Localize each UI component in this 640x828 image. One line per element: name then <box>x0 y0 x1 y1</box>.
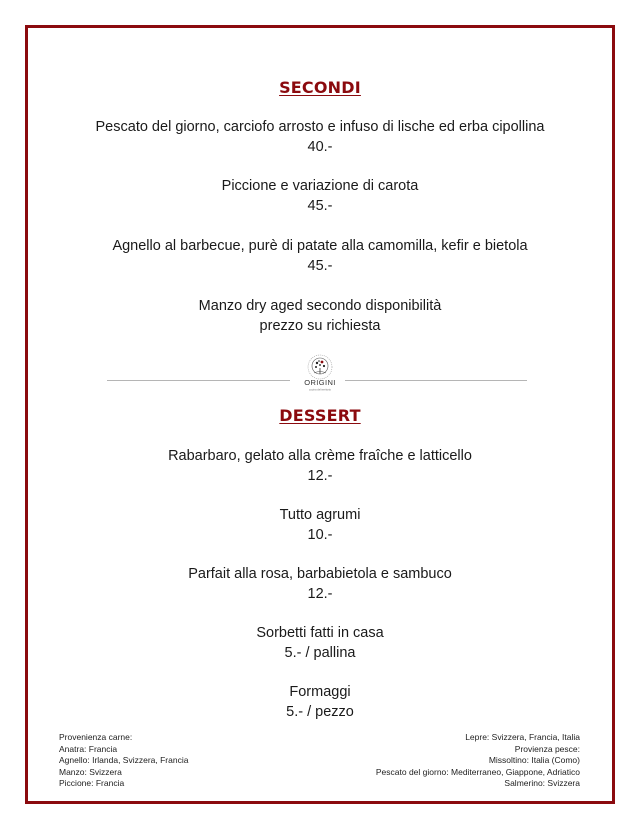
menu-item-price: 12.- <box>307 586 333 602</box>
origini-tree-logo-icon <box>298 352 342 392</box>
menu-item-name: Piccione e variazione di carota <box>221 178 419 194</box>
menu-item-name: Tutto agrumi <box>279 507 361 523</box>
menu-item-name: Rabarbaro, gelato alla crème fraîche e latticello <box>168 448 472 464</box>
menu-item-name: Parfait alla rosa, barbabietola e sambuco <box>188 566 452 582</box>
footer-line: Agnello: Irlanda, Svizzera, Francia <box>59 755 189 766</box>
menu-item-name: Pescato del giorno, carciofo arrosto e infuso di lische ed erba cipollina <box>95 119 545 135</box>
menu-item-price: 12.- <box>307 468 333 484</box>
menu-item-price: prezzo su richiesta <box>259 318 381 334</box>
menu-item-price: 45.- <box>307 258 333 274</box>
footer-line: Anatra: Francia <box>59 743 118 754</box>
svg-text:cucina del territorio: cucina del territorio <box>309 388 331 392</box>
footer-line: Missoltino: Italia (Como) <box>488 755 580 766</box>
footer-line: Provienza pesce: <box>514 743 580 754</box>
section-title-secondi-text: SECONDI <box>279 78 361 97</box>
menu-item-price: 5.- / pezzo <box>286 704 354 720</box>
footer-line: Lepre: Svizzera, Francia, Italia <box>465 732 580 742</box>
footer-meat-origin <box>59 732 188 790</box>
footer-line: Pescato del giorno: Mediterraneo, Giappone, Adriatico <box>375 766 580 777</box>
menu-item-name: Sorbetti fatti in casa <box>256 625 384 641</box>
section-title-dessert-text: DESSERT <box>279 406 361 425</box>
footer-line: Salmerino: Svizzera <box>504 778 580 789</box>
footer-line: Piccione: Francia <box>59 778 125 789</box>
menu-item-name: Formaggi <box>289 684 351 700</box>
menu-item-price: 40.- <box>307 139 333 155</box>
footer-line: Provenienza carne: <box>59 732 133 742</box>
footer-line: Manzo: Svizzera <box>59 766 122 777</box>
svg-text:ORIGINI: ORIGINI <box>304 378 336 387</box>
menu-item-price: 45.- <box>307 198 333 214</box>
section-title-dessert <box>0 406 640 425</box>
menu-item-name: Agnello al barbecue, purè di patate alla camomilla, kefir e bietola <box>112 238 528 254</box>
footer-fish-origin <box>376 732 580 790</box>
divider-left <box>107 380 290 381</box>
menu-item-price: 5.- / pallina <box>284 645 356 661</box>
menu-item-price: 10.- <box>307 527 333 543</box>
section-title-secondi <box>0 78 640 97</box>
origini-logo <box>298 352 342 392</box>
menu-item-name: Manzo dry aged secondo disponibilità <box>198 298 442 314</box>
divider-right <box>345 380 527 381</box>
